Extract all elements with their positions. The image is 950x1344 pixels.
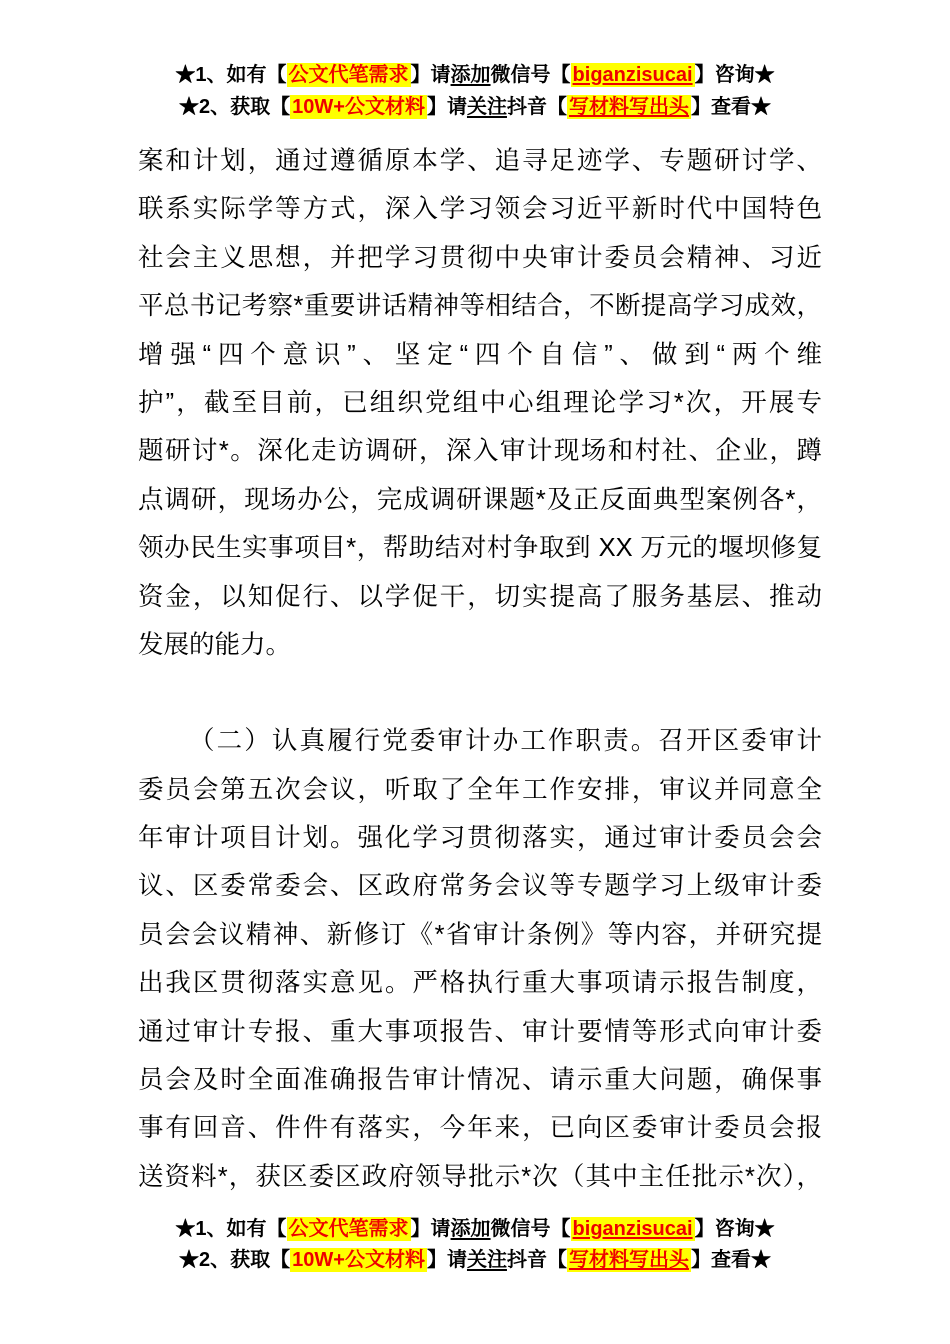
text-line: 平总书记考察*重要讲话精神等相结合，不断提高学习成效， [138, 292, 822, 321]
wechat-id: biganzisucai [572, 64, 693, 86]
text-line: 领办民生实事项目*，帮助结对村争取到 XX 万元的堰坝修复 [138, 534, 822, 563]
promo-prefix: ★2、获取【 [179, 1249, 291, 1271]
service-keyword: 公文代笔需求 [288, 64, 409, 86]
promo-footer [0, 1214, 950, 1276]
text-line: 点调研，现场办公，完成调研课题*及正反面典型案例各*， [138, 485, 822, 514]
text-line: 社会主义思想，并把学习贯彻中央审计委员会精神、习近 [138, 243, 822, 272]
promo-text: 】请 [410, 1218, 451, 1240]
promo-text: 抖音【 [506, 1249, 567, 1271]
text-line: 员会会议精神、新修订《*省审计条例》等内容，并研究提 [138, 920, 822, 949]
text-line: 增强“四个意识”、坚定“四个自信”、做到“两个维 [138, 340, 822, 369]
text-line: 资金，以知促行、以学促干，切实提高了服务基层、推动 [138, 582, 822, 611]
promo-text: 微信号【 [490, 1218, 571, 1240]
text-line: 案和计划，通过遵循原本学、追寻足迹学、专题研讨学、 [138, 147, 822, 175]
promo-line-2 [0, 1245, 950, 1276]
promo-text: 抖音【 [506, 96, 567, 118]
text-line: 议、区委常委会、区政府常务会议等专题学习上级审计委 [138, 872, 822, 901]
promo-line-1 [0, 59, 950, 91]
text-line: 出我区贯彻落实意见。严格执行重大事项请示报告制度， [138, 969, 822, 998]
text-line: 送资料*，获区委区政府领导批示*次（其中主任批示*次）， [138, 1162, 822, 1191]
action-follow: 关注 [466, 96, 507, 118]
promo-header [0, 59, 950, 123]
text-line: 年审计项目计划。强化学习贯彻落实，通过审计委员会会 [138, 824, 822, 853]
promo-suffix: 】查看★ [690, 96, 771, 118]
text-line: 委员会第五次会议，听取了全年工作安排，审议并同意全 [138, 775, 822, 804]
text-line: 通过审计专报、重大事项报告、审计要情等形式向审计委 [138, 1017, 822, 1046]
paragraph-2 [138, 717, 822, 1201]
text-line: 事有回音、件件有落实，今年来，已向区委审计委员会报 [138, 1114, 822, 1143]
promo-text: 】请 [426, 96, 467, 118]
text-line: 护”，截至目前，已组织党组中心组理论学习*次，开展专 [138, 388, 822, 417]
promo-text: 微信号【 [490, 64, 571, 86]
text-line: （二）认真履行党委审计办工作职责。召开区委审计 [189, 727, 822, 756]
text-line: 员会及时全面准确报告审计情况、请示重大问题，确保事 [138, 1066, 822, 1095]
document-body [138, 137, 822, 1201]
promo-suffix: 】咨询★ [694, 1218, 775, 1240]
promo-text: 】请 [426, 1249, 467, 1271]
promo-prefix: ★1、如有【 [175, 64, 287, 86]
promo-prefix: ★1、如有【 [175, 1218, 287, 1240]
action-follow: 关注 [466, 1249, 507, 1271]
service-keyword: 公文代笔需求 [288, 1218, 409, 1240]
action-add: 添加 [450, 1218, 491, 1240]
promo-text: 】请 [410, 64, 451, 86]
douyin-account: 写材料写出头 [568, 1249, 689, 1271]
text-line: 联系实际学等方式，深入学习领会习近平新时代中国特色 [138, 195, 822, 224]
promo-suffix: 】查看★ [690, 1249, 771, 1271]
promo-line-1 [0, 1214, 950, 1245]
material-keyword: 10W+公文材料 [292, 1249, 425, 1271]
promo-line-2 [0, 91, 950, 123]
paragraph-1 [138, 137, 822, 669]
douyin-account: 写材料写出头 [568, 96, 689, 118]
promo-prefix: ★2、获取【 [179, 96, 291, 118]
text-line: 题研讨*。深化走访调研，深入审计现场和村社、企业，蹲 [138, 437, 822, 466]
text-line: 发展的能力。 [138, 630, 292, 659]
promo-suffix: 】咨询★ [694, 64, 775, 86]
wechat-id: biganzisucai [572, 1218, 693, 1240]
action-add: 添加 [450, 64, 491, 86]
material-keyword: 10W+公文材料 [292, 96, 425, 118]
